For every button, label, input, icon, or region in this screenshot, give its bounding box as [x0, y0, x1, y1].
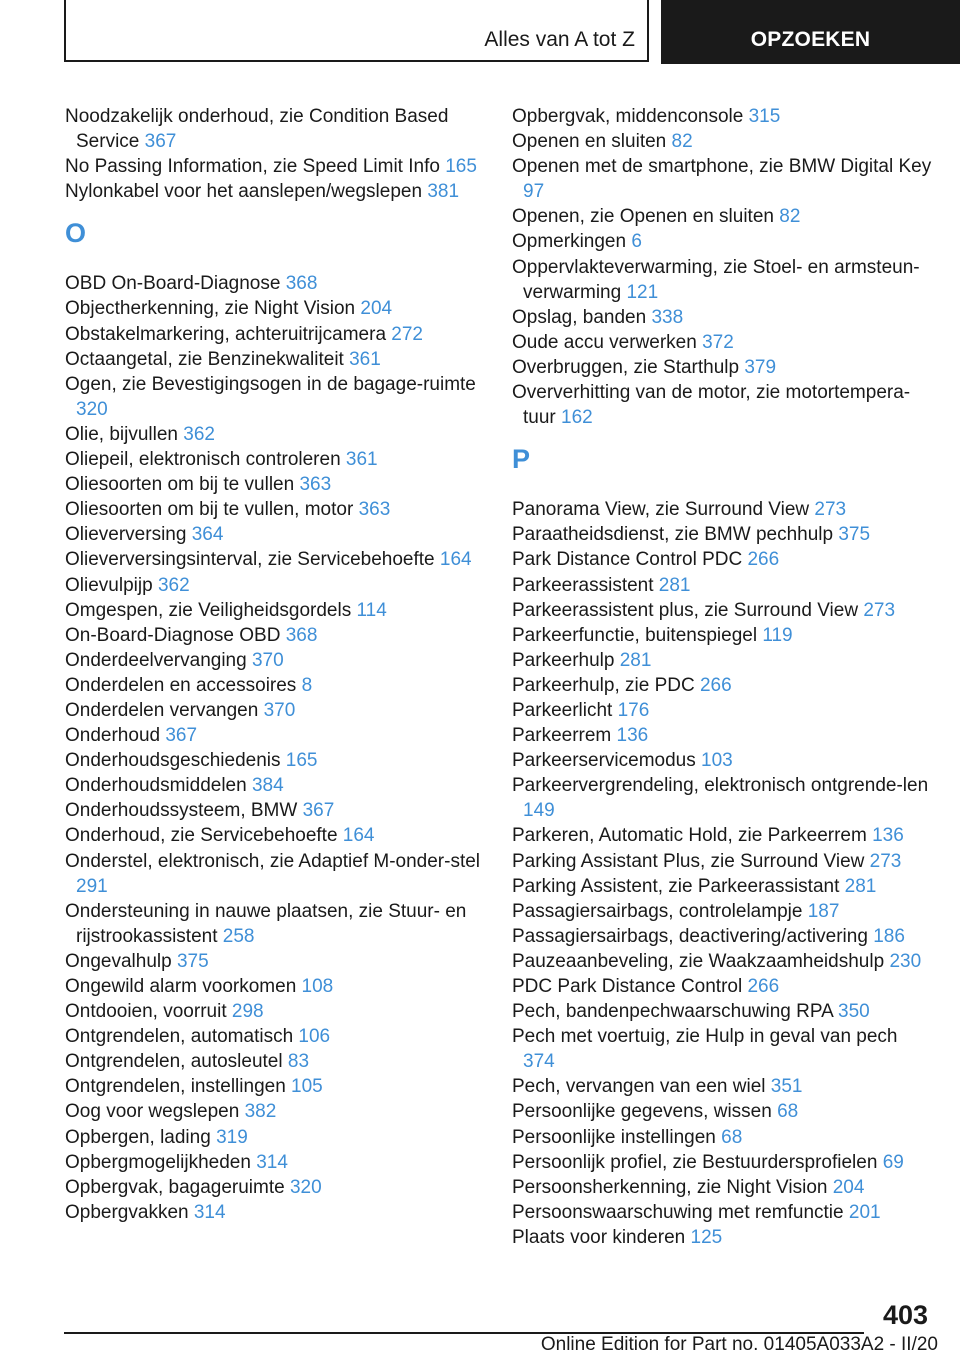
index-entry [65, 547, 485, 572]
page-reference-link[interactable]: 368 [285, 273, 318, 295]
index-entry [512, 924, 932, 949]
section-letter: P [512, 444, 531, 475]
page-reference-link[interactable]: 381 [427, 181, 460, 203]
index-entry-text: Openen, zie Openen en sluiten [512, 206, 774, 228]
index-entry-text: OBD On-Board-Diagnose [65, 273, 281, 295]
index-entry-text: Parkeerrem [512, 725, 612, 747]
index-entry-text: Oude accu verwerken [512, 331, 697, 353]
index-entry-text: Parking Assistent, zie Parkeerassistant [512, 875, 840, 897]
index-entry [65, 447, 485, 472]
page-reference-link[interactable]: 367 [165, 725, 198, 747]
page-reference-link[interactable]: 82 [779, 206, 801, 228]
index-entry [65, 296, 485, 321]
top-navigation [64, 0, 960, 64]
page-reference-link[interactable]: 298 [231, 1001, 264, 1023]
page-reference-link[interactable]: 68 [721, 1126, 743, 1148]
page-reference-link[interactable]: 114 [356, 599, 387, 621]
index-entry [512, 229, 932, 254]
index-entry [65, 472, 485, 497]
page-reference-link[interactable]: 315 [748, 106, 781, 127]
index-entry-text: Openen met de smartphone, zie BMW Digital Key [512, 156, 932, 178]
page-reference-link[interactable]: 258 [222, 925, 255, 947]
index-entry [512, 823, 932, 848]
page-reference-link[interactable]: 8 [301, 674, 313, 696]
index-entry [512, 673, 932, 698]
page-reference-link[interactable]: 204 [360, 298, 393, 320]
page-reference-link[interactable]: 69 [882, 1151, 904, 1173]
index-entry-text: Park Distance Control PDC [512, 549, 743, 571]
index-entry [65, 1150, 485, 1175]
index-entry-text: Ontdooien, voorruit [65, 1001, 227, 1023]
index-entry [65, 849, 485, 899]
index-entry-text: Opbergmogelijkheden [65, 1151, 251, 1173]
index-entry [65, 798, 485, 823]
index-entry-text: Opbergvak, middenconsole [512, 106, 744, 127]
index-entry [512, 1225, 932, 1250]
page-reference-link[interactable]: 176 [617, 699, 650, 721]
index-entry-text: Persoonsherkenning, zie Night Vision [512, 1176, 828, 1198]
page-reference-link[interactable]: 370 [263, 699, 296, 721]
index-column-left [65, 104, 485, 1225]
tab-alles-van-a-tot-z[interactable] [64, 0, 649, 62]
page-reference-link[interactable]: 266 [699, 674, 732, 696]
index-entry-text: Olievulpijp [65, 574, 153, 596]
index-entry-text: Onderstel, elektronisch, zie Adaptief M-onder-stel [65, 850, 481, 872]
index-entry-text: Persoonlijke instellingen [512, 1126, 716, 1148]
index-entry-text: Paraatheidsdienst, zie BMW pechhulp [512, 524, 834, 546]
page-reference-link[interactable]: 382 [244, 1101, 277, 1123]
index-entry [512, 1024, 932, 1074]
page-reference-link[interactable]: 68 [777, 1101, 799, 1123]
index-entry-text: Passagiersairbags, deactivering/activering [512, 925, 868, 947]
index-entry-text: Onderdelen vervangen [65, 699, 259, 721]
page-reference-link[interactable]: 273 [863, 599, 896, 621]
index-entry-text: Opbergvakken [65, 1201, 189, 1223]
index-entry [512, 949, 932, 974]
page-reference-link[interactable]: 108 [301, 976, 334, 997]
index-entry [512, 1074, 932, 1099]
page-reference-link[interactable]: 83 [287, 1051, 310, 1073]
index-entry [65, 623, 485, 648]
index-entry [512, 698, 932, 723]
index-entry [65, 773, 485, 798]
index-entry [512, 974, 932, 999]
index-entry [512, 999, 932, 1024]
index-entry [512, 380, 932, 430]
index-entry-text: On-Board-Diagnose OBD [65, 624, 281, 646]
index-entry-text: Panorama View, zie Surround View [512, 499, 810, 521]
page-reference-link[interactable]: 351 [770, 1076, 803, 1098]
index-entry [65, 179, 485, 204]
page-reference-link[interactable]: 136 [872, 825, 904, 847]
index-entry [65, 1200, 485, 1225]
page-reference-link[interactable]: 375 [838, 524, 871, 546]
index-entry [65, 347, 485, 372]
index-entry [512, 104, 932, 129]
footer-edition: Online Edition for Part no. 01405A033A2 - II/20 [540, 1334, 938, 1355]
index-entry-text: Olie, bijvullen [65, 423, 178, 445]
index-entry-text: Passagiersairbags, controlelampje [512, 900, 803, 922]
index-entry [65, 974, 485, 999]
page-reference-link[interactable]: 320 [289, 1176, 322, 1198]
index-entry-text: Nylonkabel voor het aanslepen/wegslepen [65, 181, 423, 203]
index-entry-text: Parkeerhulp, zie PDC [512, 674, 695, 696]
index-entry-text: Pech, bandenpechwaarschuwing RPA [512, 1001, 833, 1023]
index-entry-text: Parkeerlicht [512, 699, 613, 721]
tab-alles-van-a-tot-z-label: Alles van A tot Z [484, 28, 635, 51]
index-entry [512, 748, 932, 773]
index-entry-text: Ontgrendelen, autosleutel [65, 1051, 283, 1073]
page-reference-link[interactable]: 164 [439, 549, 472, 571]
index-entry [512, 899, 932, 924]
index-entry-text: Parkeerservicemodus [512, 750, 696, 772]
index-entry [65, 422, 485, 447]
index-entry-text: Oppervlakteverwarming, zie Stoel- en armsteun-verwarming [512, 256, 920, 303]
index-entry [512, 204, 932, 229]
index-entry [512, 648, 932, 673]
index-entry [65, 673, 485, 698]
page-reference-link[interactable]: 97 [523, 181, 545, 203]
index-entry-text: Oliesoorten om bij te vullen, motor [65, 499, 354, 521]
page-reference-link[interactable]: 281 [658, 574, 691, 596]
index-entry [512, 874, 932, 899]
page-reference-link[interactable]: 363 [358, 499, 391, 521]
index-entry-text: Persoonswaarschuwing met remfunctie [512, 1201, 844, 1223]
page-reference-link[interactable]: 187 [807, 900, 840, 922]
page-reference-link[interactable]: 320 [76, 398, 108, 420]
index-entry [512, 723, 932, 748]
index-entry-text: Onderdeelvervanging [65, 649, 247, 671]
page-reference-link[interactable]: 6 [631, 231, 642, 253]
page-reference-link[interactable]: 119 [762, 624, 793, 646]
index-entry-text: Onderhoudsgeschiedenis [65, 750, 281, 772]
page-reference-link[interactable]: 362 [157, 574, 190, 596]
index-entry-text: Onderdelen en accessoires [65, 674, 297, 696]
index-entry-text: Octaangetal, zie Benzinekwaliteit [65, 348, 344, 370]
tab-opzoeken[interactable] [661, 0, 960, 64]
page-reference-link[interactable]: 291 [76, 875, 108, 897]
page-reference-link[interactable]: 364 [191, 524, 224, 546]
page-reference-link[interactable]: 361 [345, 449, 378, 471]
index-entry [65, 104, 485, 154]
page-reference-link[interactable]: 367 [144, 131, 177, 153]
page-reference-link[interactable]: 121 [626, 281, 659, 303]
index-entry-text: Parkeerassistent [512, 574, 654, 596]
page-reference-link[interactable]: 273 [814, 499, 847, 521]
index-entry [65, 1024, 485, 1049]
index-entry [65, 154, 485, 179]
index-entry [512, 1175, 932, 1200]
index-entry [65, 823, 485, 848]
page-reference-link[interactable]: 281 [619, 649, 652, 671]
page-reference-link[interactable]: 162 [561, 407, 593, 429]
index-entry [65, 648, 485, 673]
index-entry-text: Parkeren, Automatic Hold, zie Parkeerrem [512, 825, 867, 847]
index-entry [512, 773, 932, 823]
page-reference-link[interactable]: 319 [216, 1126, 248, 1148]
index-entry [65, 322, 485, 347]
page-reference-link[interactable]: 372 [702, 331, 734, 353]
index-entry [512, 623, 932, 648]
page-reference-link[interactable]: 106 [298, 1026, 331, 1048]
page-reference-link[interactable]: 266 [747, 976, 780, 997]
page-reference-link[interactable]: 350 [838, 1001, 870, 1023]
index-entry-text: PDC Park Distance Control [512, 976, 743, 997]
page-reference-link[interactable]: 363 [299, 474, 332, 496]
page-reference-link[interactable]: 165 [285, 750, 318, 772]
page-reference-link[interactable]: 230 [889, 950, 922, 972]
page-reference-link[interactable]: 338 [651, 306, 684, 328]
index-entry-text: Onderhoud, zie Servicebehoefte [65, 825, 338, 847]
index-entry-text: Ontgrendelen, automatisch [65, 1026, 294, 1048]
index-entry [512, 255, 932, 305]
page-reference-link[interactable]: 368 [285, 624, 318, 646]
page-reference-link[interactable]: 384 [251, 775, 284, 797]
index-entry-text: Olieverversingsinterval, zie Servicebehoefte [65, 549, 435, 571]
index-entry [512, 598, 932, 623]
page-reference-link[interactable]: 204 [832, 1176, 865, 1198]
index-column-right [512, 104, 932, 1250]
index-entry-text: Ongevalhulp [65, 950, 172, 972]
page-reference-link[interactable]: 164 [342, 825, 375, 847]
index-entry [65, 1049, 485, 1074]
index-entry [65, 1074, 485, 1099]
index-entry-text: Overbruggen, zie Starthulp [512, 356, 740, 378]
index-entry-text: Obstakelmarkering, achteruitrijcamera [65, 323, 387, 345]
index-entry-text: Opslag, banden [512, 306, 647, 328]
index-entry [65, 1175, 485, 1200]
index-entry [65, 949, 485, 974]
page-reference-link[interactable]: 367 [302, 800, 335, 822]
index-entry-text: Parkeerhulp [512, 649, 615, 671]
tab-opzoeken-label: OPZOEKEN [750, 28, 871, 51]
index-entry [65, 372, 485, 422]
index-entry-text: Oververhitting van de motor, zie motortempera-tuur [512, 382, 911, 429]
index-entry-text: Oliesoorten om bij te vullen [65, 474, 295, 496]
index-entry [512, 154, 932, 204]
index-entry-text: Oog voor wegslepen [65, 1101, 240, 1123]
index-entry-text: Ontgrendelen, instellingen [65, 1076, 286, 1098]
page-reference-link[interactable]: 149 [523, 800, 555, 822]
index-entry-text: Parkeervergrendeling, elektronisch ontgrende-len [512, 775, 929, 797]
index-entry [512, 573, 932, 598]
index-entry [512, 1125, 932, 1150]
index-entry [512, 547, 932, 572]
index-entry-text: Ongewild alarm voorkomen [65, 976, 297, 997]
index-entry [65, 271, 485, 296]
page-reference-link[interactable]: 374 [523, 1051, 555, 1073]
index-entry-text: Onderhoudsmiddelen [65, 775, 247, 797]
page-reference-link[interactable]: 266 [747, 549, 780, 571]
index-entry-text: Omgespen, zie Veiligheidsgordels [65, 599, 352, 621]
index-entry-text: Onderhoudssysteem, BMW [65, 800, 298, 822]
index-entry-text: Parkeerfunctie, buitenspiegel [512, 624, 758, 646]
section-letter: O [65, 218, 87, 249]
index-entry-text: Objectherkenning, zie Night Vision [65, 298, 356, 320]
index-entry-text: Opbergen, lading [65, 1126, 211, 1148]
index-entry [65, 748, 485, 773]
index-entry [512, 849, 932, 874]
index-entry [512, 305, 932, 330]
index-entry [65, 999, 485, 1024]
page-reference-link[interactable]: 379 [744, 356, 777, 378]
index-entry-text: No Passing Information, zie Speed Limit Info [65, 156, 440, 178]
index-entry [512, 522, 932, 547]
index-entry-text: Parkeerassistent plus, zie Surround View [512, 599, 859, 621]
index-entry [65, 573, 485, 598]
page-reference-link[interactable]: 186 [873, 925, 905, 947]
index-entry-text: Pauzeaanbeveling, zie Waakzaamheidshulp [512, 950, 885, 972]
index-entry-text: Pech met voertuig, zie Hulp in geval van pech [512, 1026, 898, 1048]
index-entry-text: Plaats voor kinderen [512, 1226, 686, 1248]
index-entry [65, 1125, 485, 1150]
index-entry-text: Pech, vervangen van een wiel [512, 1076, 766, 1098]
index-entry-text: Openen en sluiten [512, 131, 667, 153]
index-entry [512, 1200, 932, 1225]
page-reference-link[interactable]: 361 [349, 348, 381, 370]
index-entry-text: Ogen, zie Bevestigingsogen in de bagage-ruimte [65, 373, 476, 395]
index-entry-text: Onderhoud [65, 725, 161, 747]
index-entry [512, 497, 932, 522]
page-reference-link[interactable]: 272 [391, 323, 423, 345]
index-entry [65, 598, 485, 623]
index-entry-text: Oliepeil, elektronisch controleren [65, 449, 341, 471]
page-reference-link[interactable]: 375 [176, 950, 209, 972]
index-entry [512, 355, 932, 380]
index-entry [512, 1099, 932, 1124]
page-number: 403 [882, 1300, 928, 1330]
page-reference-link[interactable]: 314 [193, 1201, 226, 1223]
index-entry-text: Ondersteuning in nauwe plaatsen, zie Stuur- en rijstrookassistent [65, 900, 467, 947]
page-reference-link[interactable]: 370 [251, 649, 284, 671]
index-entry [65, 522, 485, 547]
index-entry [512, 1150, 932, 1175]
index-entry-text: Persoonlijk profiel, zie Bestuurdersprofielen [512, 1151, 878, 1173]
index-entry-text: Parking Assistant Plus, zie Surround View [512, 850, 865, 872]
page-reference-link[interactable]: 105 [291, 1076, 323, 1098]
index-entry [512, 129, 932, 154]
index-entry [65, 1099, 485, 1124]
index-entry-text: Olieverversing [65, 524, 187, 546]
page-reference-link[interactable]: 136 [616, 725, 649, 747]
page-reference-link[interactable]: 362 [183, 423, 215, 445]
page-reference-link[interactable]: 314 [256, 1151, 288, 1173]
index-entry [65, 698, 485, 723]
page-reference-link[interactable]: 165 [445, 156, 477, 178]
page-reference-link[interactable]: 103 [701, 750, 733, 772]
page-reference-link[interactable]: 201 [848, 1201, 881, 1223]
index-entry [65, 497, 485, 522]
page-reference-link[interactable]: 273 [869, 850, 902, 872]
index-entry [512, 330, 932, 355]
index-entry-text: Opbergvak, bagageruimte [65, 1176, 285, 1198]
index-entry [65, 899, 485, 949]
page-reference-link[interactable]: 125 [690, 1226, 723, 1248]
index-entry-text: Noodzakelijk onderhoud, zie Condition Based Service [65, 106, 449, 153]
index-entry-text: Opmerkingen [512, 231, 627, 253]
page-reference-link[interactable]: 281 [844, 875, 877, 897]
index-entry [65, 723, 485, 748]
page-reference-link[interactable]: 82 [671, 131, 693, 153]
index-entry-text: Persoonlijke gegevens, wissen [512, 1101, 772, 1123]
